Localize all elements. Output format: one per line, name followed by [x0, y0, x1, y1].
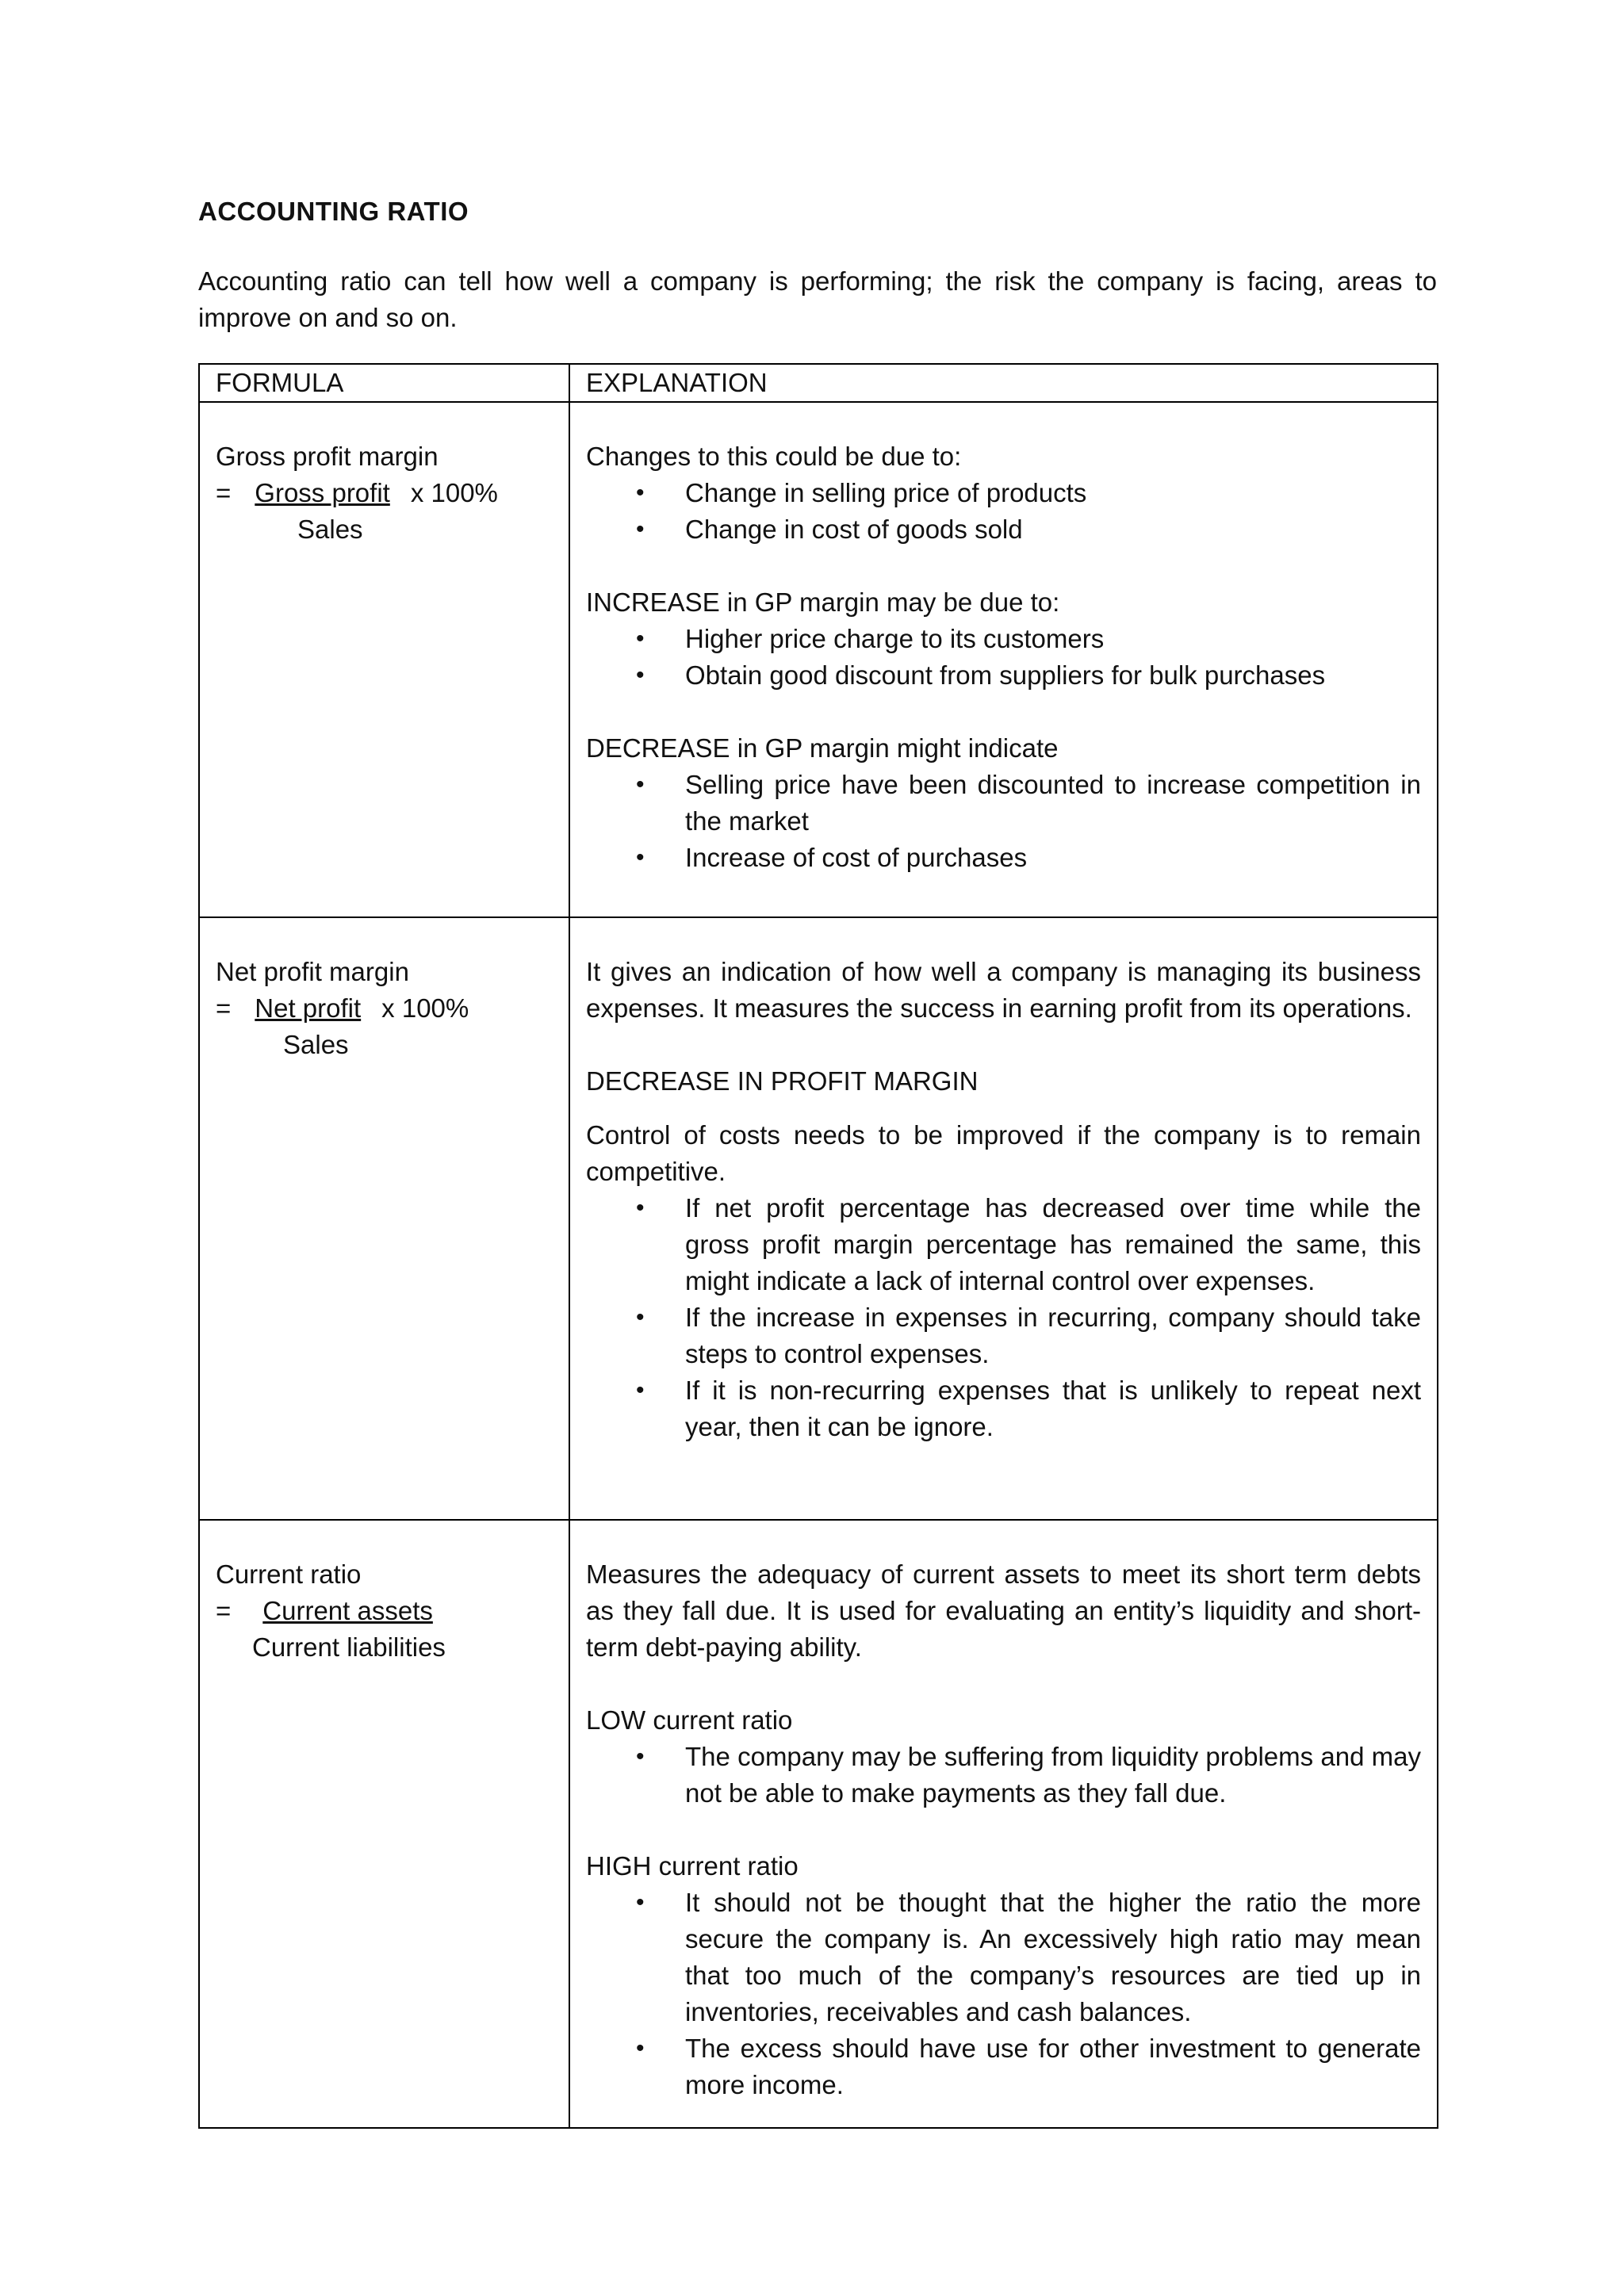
formula-numerator: Net profit — [255, 993, 362, 1023]
list-item: • Higher price charge to its customers — [685, 621, 1421, 657]
formula-expression — [216, 1593, 553, 1629]
formula-equals: = — [216, 1596, 232, 1625]
list-item: • Selling price have been discounted to increase competition in the market — [685, 767, 1421, 840]
list-item: • Obtain good discount from suppliers for bulk purchases — [685, 657, 1421, 694]
formula-name: Net profit margin — [216, 957, 409, 986]
explanation-paragraph: Control of costs needs to be improved if the company is to remain competitive. — [586, 1120, 1421, 1186]
explanation-paragraph: DECREASE in GP margin might indicate — [586, 733, 1059, 763]
list-item: • If net profit percentage has decreased over time while the gross profit margin percentage has remained the same, this might indicate a lack of internal control over expenses. — [685, 1190, 1421, 1299]
explanation-heading: DECREASE IN PROFIT MARGIN — [586, 1066, 979, 1096]
ratio-table — [198, 363, 1438, 2129]
explanation-cell — [569, 402, 1438, 917]
formula-name: Current ratio — [216, 1559, 362, 1589]
formula-denominator: Sales — [283, 1030, 349, 1059]
bullet-icon: • — [636, 516, 645, 542]
formula-name: Gross profit margin — [216, 442, 439, 471]
bullet-icon: • — [636, 626, 645, 652]
formula-numerator: Gross profit — [255, 478, 390, 507]
bullet-icon: • — [636, 480, 645, 506]
table-row — [199, 1520, 1438, 2128]
formula-cell — [199, 402, 569, 917]
formula-equals: = — [216, 993, 232, 1023]
bullet-icon: • — [636, 1743, 645, 1770]
document-page — [198, 197, 1437, 2129]
list-item: • Change in cost of goods sold — [685, 511, 1421, 548]
explanation-cell — [569, 917, 1438, 1520]
table-row — [199, 917, 1438, 1520]
bullet-icon: • — [636, 1195, 645, 1221]
explanation-paragraph: It gives an indication of how well a company is managing its business expenses. It measures the success in earning profit from its operations. — [586, 957, 1421, 1023]
explanation-cell — [569, 1520, 1438, 2128]
bullet-icon: • — [636, 2035, 645, 2061]
table-header-row — [199, 364, 1438, 402]
formula-equals: = — [216, 478, 232, 507]
list-item: • The excess should have use for other investment to generate more income. — [685, 2030, 1421, 2103]
bullet-list — [586, 1739, 1421, 1812]
bullet-list — [586, 1885, 1421, 2103]
bullet-list — [586, 767, 1421, 876]
list-item: • If the increase in expenses in recurring, company should take steps to control expenses. — [685, 1299, 1421, 1372]
header-formula: FORMULA — [199, 364, 569, 402]
formula-multiplier: x 100% — [381, 993, 469, 1023]
list-item: • Change in selling price of products — [685, 475, 1421, 511]
formula-denominator: Sales — [297, 515, 363, 544]
explanation-heading: LOW current ratio — [586, 1705, 793, 1735]
list-item: • Increase of cost of purchases — [685, 840, 1421, 876]
bullet-icon: • — [636, 1377, 645, 1403]
explanation-paragraph: Measures the adequacy of current assets to meet its short term debts as they fall due. It is used for evaluating an entity’s liquidity and short-term debt-paying ability. — [586, 1559, 1421, 1662]
bullet-icon: • — [636, 1304, 645, 1330]
explanation-paragraph: Changes to this could be due to: — [586, 442, 962, 471]
explanation-heading: HIGH current ratio — [586, 1851, 799, 1881]
formula-expression — [216, 990, 553, 1027]
header-explanation: EXPLANATION — [569, 364, 1438, 402]
list-item: • It should not be thought that the higher the ratio the more secure the company is. An excessively high ratio may mean that too much of the company’s resources are tied up in inventories, receivables and cash balances. — [685, 1885, 1421, 2030]
table-row — [199, 402, 1438, 917]
list-item: • The company may be suffering from liquidity problems and may not be able to make payments as they fall due. — [685, 1739, 1421, 1812]
list-item: • If it is non-recurring expenses that is unlikely to repeat next year, then it can be ignore. — [685, 1372, 1421, 1445]
formula-numerator: Current assets — [262, 1596, 433, 1625]
explanation-paragraph: INCREASE in GP margin may be due to: — [586, 587, 1060, 617]
bullet-list — [586, 621, 1421, 694]
bullet-icon: • — [636, 1889, 645, 1915]
formula-cell — [199, 1520, 569, 2128]
formula-cell — [199, 917, 569, 1520]
bullet-list — [586, 1190, 1421, 1445]
bullet-list — [586, 475, 1421, 548]
formula-multiplier: x 100% — [410, 478, 498, 507]
bullet-icon: • — [636, 662, 645, 688]
formula-denominator: Current liabilities — [252, 1632, 446, 1662]
document-title: ACCOUNTING RATIO — [198, 197, 469, 226]
bullet-icon: • — [636, 844, 645, 871]
intro-paragraph: Accounting ratio can tell how well a company is performing; the risk the company is facing, areas to improve on and so on. — [198, 266, 1437, 332]
bullet-icon: • — [636, 771, 645, 798]
formula-expression — [216, 475, 553, 511]
